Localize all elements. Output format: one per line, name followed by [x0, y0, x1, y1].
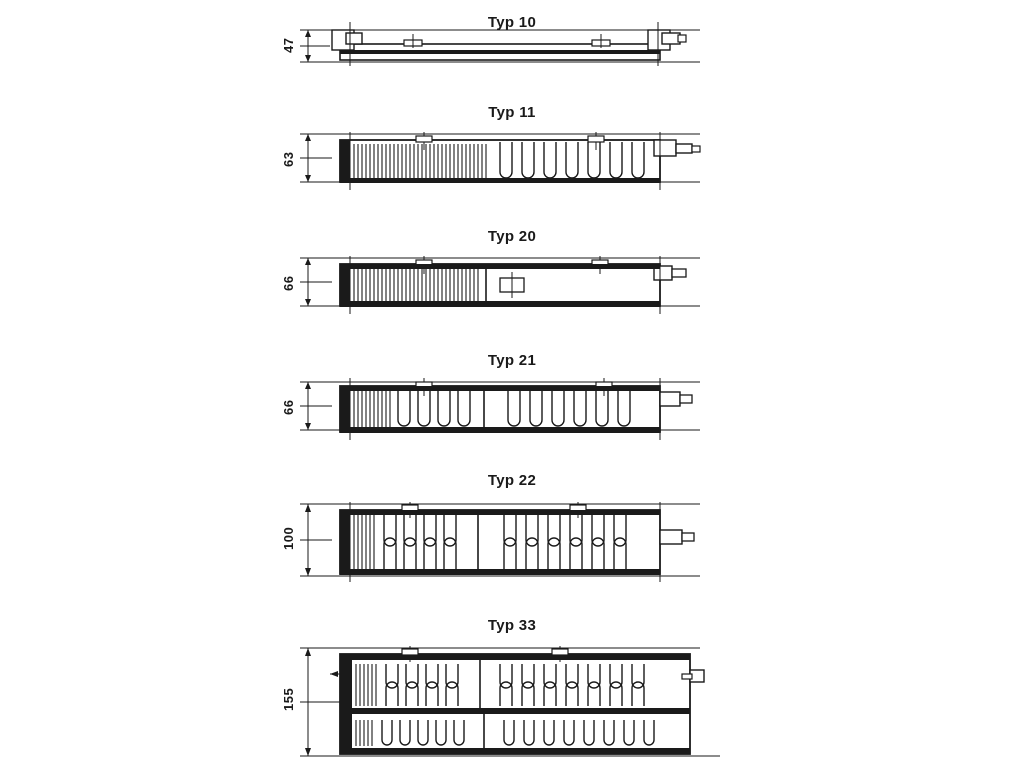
panel-title-typ-20: Typ 20: [487, 228, 537, 245]
panel-title-typ-11: Typ 11: [488, 104, 536, 121]
panel-title-typ-22: Typ 22: [487, 472, 537, 489]
dimension-label-typ-21: 66: [281, 399, 296, 415]
dimension-label-typ-20: 66: [281, 275, 296, 291]
dimension-label-typ-33: 155: [281, 687, 296, 711]
drawing-typ-10: [0, 0, 1024, 100]
drawing-typ-22: [0, 488, 1024, 598]
drawing-typ-33: [0, 634, 1024, 768]
drawing-typ-11: [0, 120, 1024, 210]
drawing-typ-20: [0, 244, 1024, 334]
dimension-label-typ-10: 47: [281, 37, 296, 53]
panel-title-typ-21: Typ 21: [487, 352, 537, 369]
panel-title-typ-33: Typ 33: [487, 617, 537, 634]
dimension-label-typ-22: 100: [281, 526, 296, 550]
dimension-label-typ-11: 63: [281, 151, 296, 167]
drawing-typ-21: [0, 368, 1024, 458]
panel-title-typ-10: Typ 10: [487, 14, 537, 31]
